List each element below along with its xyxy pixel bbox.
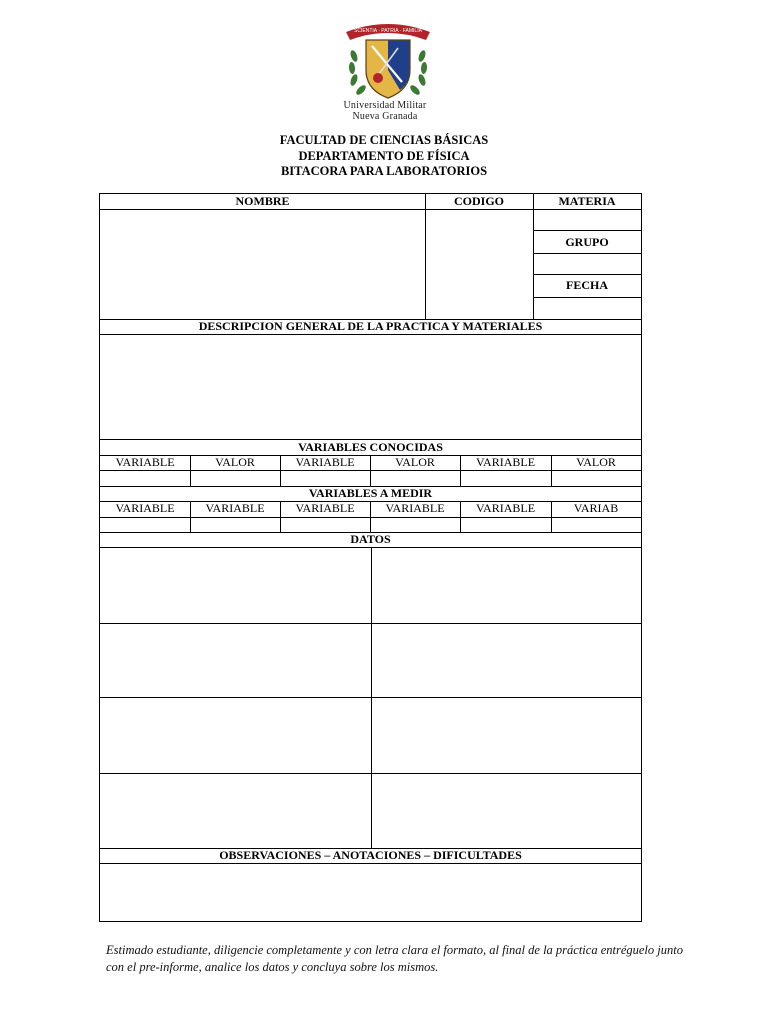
datos-label: DATOS bbox=[350, 532, 391, 546]
measure-header: VARIABLE bbox=[475, 501, 536, 515]
known-header: VARIABLE bbox=[295, 455, 355, 469]
logo-line1: Universidad Militar bbox=[343, 100, 427, 111]
known-header: VALOR bbox=[576, 455, 616, 469]
measure-header: VARIABLE bbox=[385, 501, 445, 515]
materia-field[interactable] bbox=[534, 210, 641, 230]
measure-header: VARIAB bbox=[573, 501, 619, 515]
header-title: BITACORA PARA LABORATORIOS bbox=[280, 164, 488, 178]
measure-header: VARIABLE bbox=[115, 501, 175, 515]
descripcion-field[interactable] bbox=[100, 335, 641, 439]
grid-line bbox=[533, 230, 641, 231]
known-header: VALOR bbox=[395, 455, 435, 469]
measure-header: VARIABLE bbox=[205, 501, 265, 515]
fecha-field[interactable] bbox=[534, 298, 641, 319]
nombre-label: NOMBRE bbox=[235, 194, 290, 208]
instructions-note: Estimado estudiante, diligencie completamente y con letra clara el formato, al final de la práctica entréguelo junto con el pre-informe, analice los datos y concluya sobre los mismos. bbox=[106, 943, 683, 974]
header-department: DEPARTAMENTO DE FÍSICA bbox=[298, 148, 470, 163]
datos-area[interactable] bbox=[100, 548, 641, 848]
known-header: VARIABLE bbox=[475, 455, 536, 469]
document-header bbox=[0, 133, 768, 180]
observaciones-label: OBSERVACIONES – ANOTACIONES – DIFICULTADES bbox=[219, 848, 522, 862]
known-header: VARIABLE bbox=[115, 455, 175, 469]
grupo-field[interactable] bbox=[534, 254, 641, 274]
nombre-field[interactable] bbox=[100, 210, 425, 319]
grid-line bbox=[533, 274, 641, 275]
logo-motto: SCIENTIA · PATRIA · FAMILIA bbox=[354, 28, 422, 34]
variables-conocidas-label: VARIABLES CONOCIDAS bbox=[298, 440, 443, 454]
measure-header: VARIABLE bbox=[295, 501, 355, 515]
lab-log-form bbox=[99, 193, 642, 922]
known-header: VALOR bbox=[215, 455, 255, 469]
observaciones-field[interactable] bbox=[100, 864, 641, 921]
codigo-label: CODIGO bbox=[453, 194, 504, 208]
header-faculty: FACULTAD DE CIENCIAS BÁSICAS bbox=[279, 133, 489, 147]
codigo-field[interactable] bbox=[426, 210, 533, 319]
descripcion-label: DESCRIPCION GENERAL DE LA PRACTICA Y MATERIALES bbox=[198, 319, 543, 333]
logo-wordmark bbox=[330, 100, 440, 122]
fecha-label: FECHA bbox=[566, 278, 608, 292]
variables-medir-label: VARIABLES A MEDIR bbox=[308, 486, 433, 500]
materia-label: MATERIA bbox=[558, 194, 616, 208]
grupo-label: GRUPO bbox=[565, 235, 609, 249]
logo-line2: Nueva Granada bbox=[352, 111, 418, 122]
